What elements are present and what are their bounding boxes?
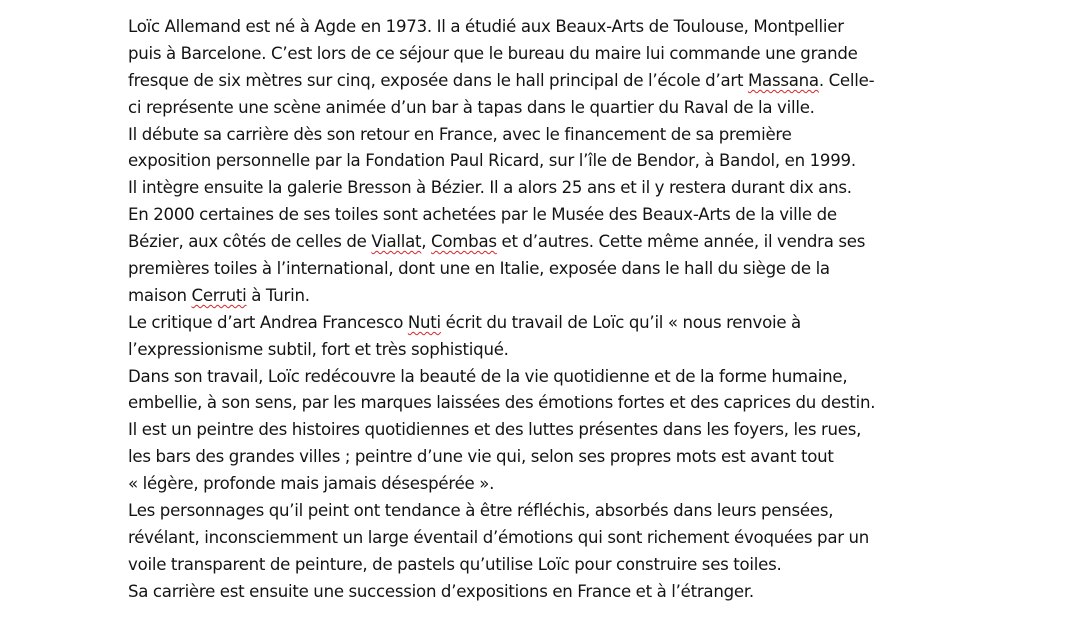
text-run: Loïc Allemand est né à Agde en 1973. Il a étudié aux Beaux-Arts de Toulouse, Montpellier <box>128 17 844 36</box>
text-line <box>128 552 958 579</box>
text-run: , <box>421 232 432 252</box>
text-run: premières toiles à l’international, dont une en Italie, exposée dans le hall du siège de la <box>128 259 830 279</box>
text-run: l’expressionisme subtil, fort et très sophistiqué. <box>128 339 509 359</box>
text-run: En 2000 certaines de ses toiles sont achetées par le Musée des Beaux-Arts de la ville de <box>128 205 837 225</box>
document-body-text[interactable] <box>128 14 958 606</box>
text-run: les bars des grandes villes ; peintre d’une vie qui, selon ses propres mots est avant tout <box>128 447 834 467</box>
text-line <box>128 175 958 202</box>
text-line <box>128 95 958 122</box>
text-run: « légère, profonde mais jamais désespérée ». <box>128 474 495 494</box>
text-line <box>128 41 958 68</box>
text-run: écrit du travail de Loïc qu’il « nous renvoie à <box>440 312 801 332</box>
misspelled-word[interactable]: Viallat <box>371 232 422 252</box>
text-line <box>128 444 958 471</box>
text-line <box>128 525 958 552</box>
text-line <box>128 364 958 391</box>
text-run: Il intègre ensuite la galerie Bresson à Bézier. Il a alors 25 ans et il y restera durant dix ans. <box>128 178 852 198</box>
text-line <box>128 202 958 229</box>
misspelled-word[interactable]: Massana <box>747 70 819 90</box>
text-line <box>128 14 958 41</box>
text-run: Il débute sa carrière dès son retour en France, avec le financement de sa première <box>128 124 792 144</box>
text-line <box>128 148 958 175</box>
text-line <box>128 310 958 337</box>
text-run: à Turin. <box>246 285 310 305</box>
text-run: Les personnages qu’il peint ont tendance à être réfléchis, absorbés dans leurs pensées, <box>128 501 834 521</box>
text-run: maison <box>128 285 192 305</box>
text-line <box>128 390 958 417</box>
text-run: révélant, inconsciemment un large éventail d’émotions qui sont richement évoquées par un <box>128 527 870 547</box>
text-line <box>128 471 958 498</box>
text-line <box>128 498 958 525</box>
text-run: Il est un peintre des histoires quotidiennes et des luttes présentes dans les foyers, les rues, <box>128 420 862 440</box>
text-run: . Celle- <box>818 70 875 90</box>
misspelled-word[interactable]: Cerruti <box>191 285 247 305</box>
text-line <box>128 417 958 444</box>
text-run: fresque de six mètres sur cinq, exposée dans le hall principal de l’école d’art <box>128 70 748 90</box>
text-run: embellie, à son sens, par les marques laissées des émotions fortes et des caprices du destin. <box>128 393 876 413</box>
misspelled-word[interactable]: Combas <box>431 232 497 252</box>
text-line <box>128 579 958 606</box>
text-line <box>128 256 958 283</box>
text-run: puis à Barcelone. C’est lors de ce séjour que le bureau du maire lui commande une grande <box>128 43 858 63</box>
misspelled-word[interactable]: Nuti <box>407 312 441 332</box>
text-run: exposition personnelle par la Fondation Paul Ricard, sur l’île de Bendor, à Bandol, en 1999. <box>128 151 856 171</box>
text-line <box>128 229 958 256</box>
text-run: voile transparent de peinture, de pastels qu’utilise Loïc pour construire ses toiles. <box>128 554 782 574</box>
text-run: Dans son travail, Loïc redécouvre la beauté de la vie quotidienne et de la forme humaine, <box>128 366 848 386</box>
text-run: ci représente une scène animée d’un bar à tapas dans le quartier du Raval de la ville. <box>128 97 815 117</box>
text-run: Bézier, aux côtés de celles de <box>128 232 372 252</box>
text-run: et d’autres. Cette même année, il vendra ses <box>496 232 866 252</box>
text-line <box>128 283 958 310</box>
text-run: Le critique d’art Andrea Francesco <box>128 312 408 332</box>
text-line <box>128 337 958 364</box>
text-line <box>128 68 958 95</box>
text-run: Sa carrière est ensuite une succession d’expositions en France et à l’étranger. <box>128 581 754 601</box>
text-line <box>128 122 958 149</box>
